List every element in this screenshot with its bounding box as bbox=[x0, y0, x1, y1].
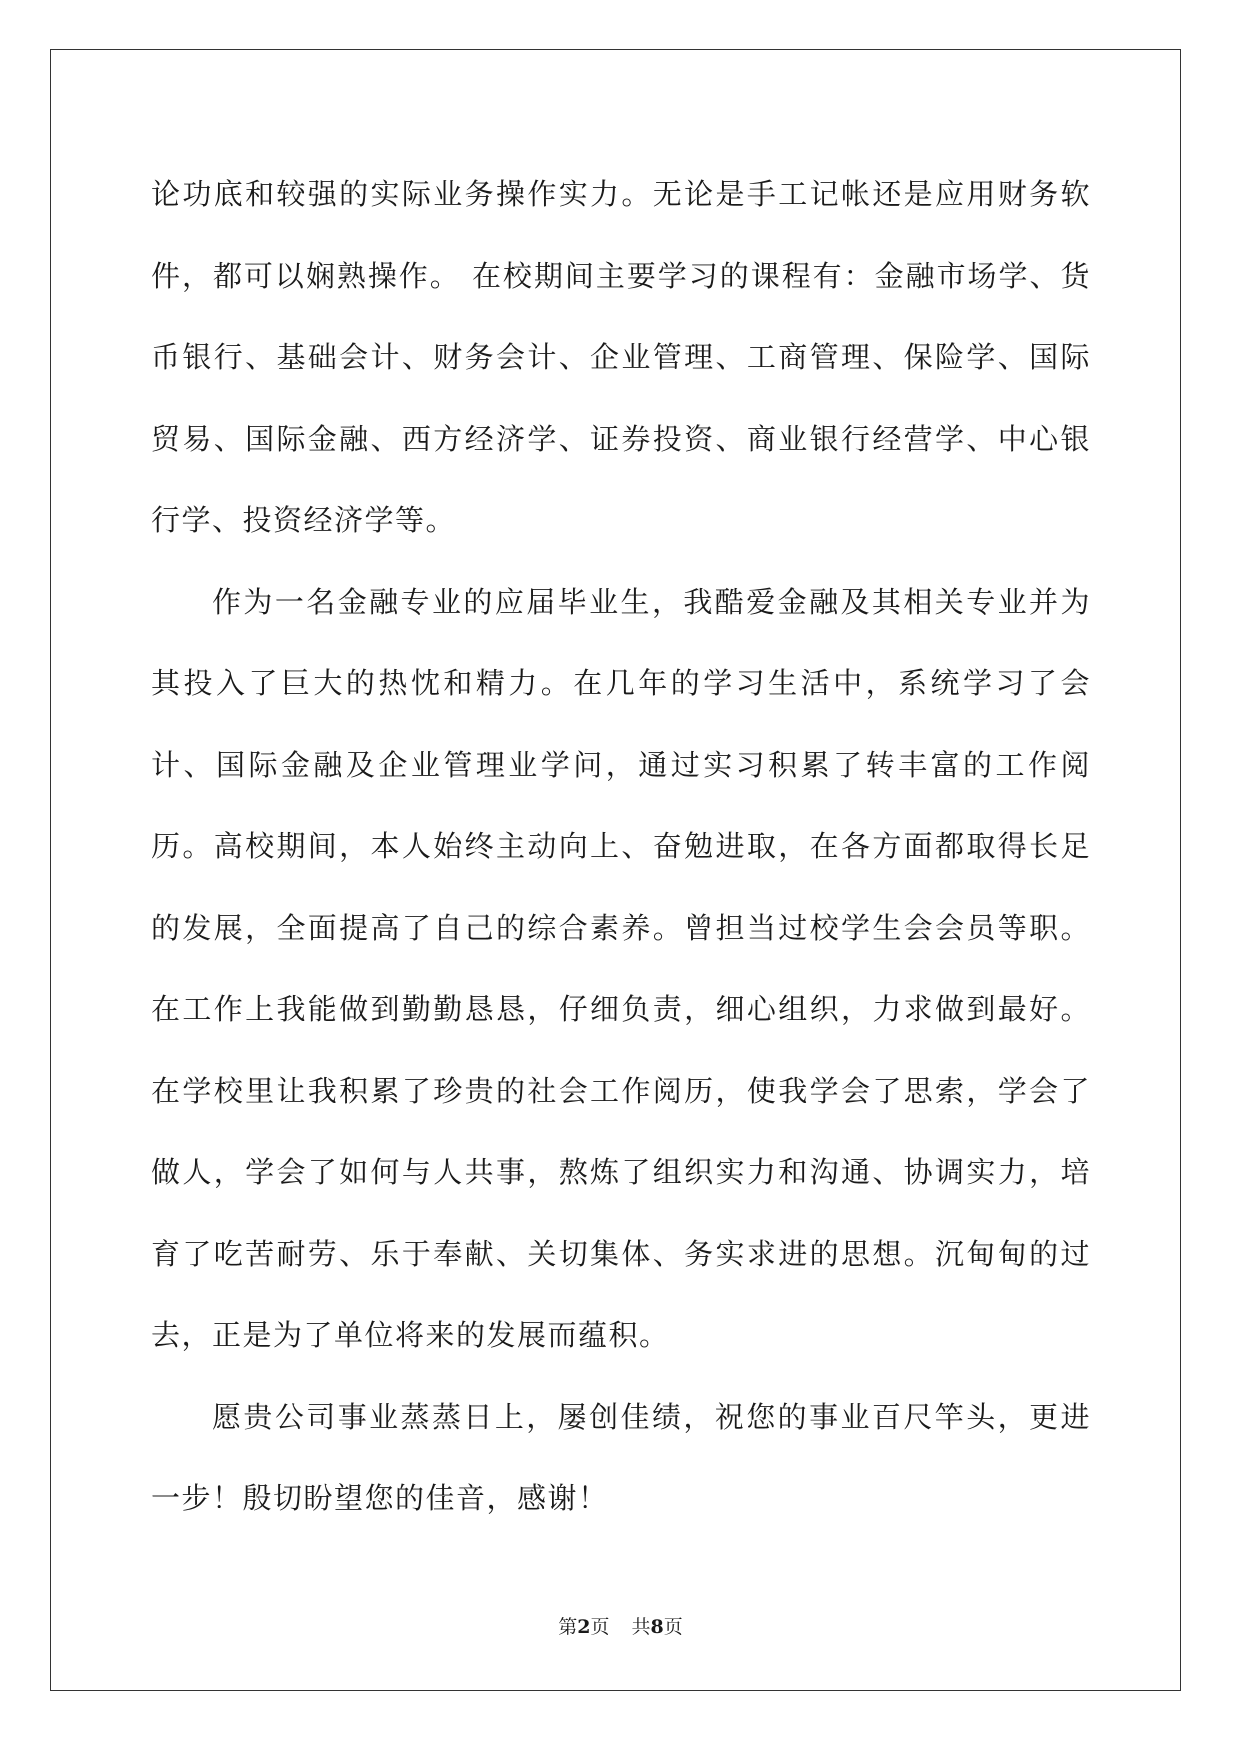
document-body bbox=[151, 154, 1091, 1540]
page-total-label: 页 bbox=[663, 1616, 683, 1638]
page-number-label: 页 bbox=[590, 1616, 610, 1638]
page-footer bbox=[0, 1612, 1241, 1639]
paragraph-closing: 愿贵公司事业蒸蒸日上，屡创佳绩，祝您的事业百尺竿头，更进一步！殷切盼望您的佳音，感谢！ bbox=[151, 1399, 1091, 1515]
page-number-current: 2 bbox=[577, 1616, 591, 1638]
page-total-prefix: 共 bbox=[631, 1616, 651, 1638]
page-number-total: 8 bbox=[650, 1616, 664, 1638]
paragraph-self-introduction: 作为一名金融专业的应届毕业生，我酷爱金融及其相关专业并为其投入了巨大的热忱和精力。在几年的学习生活中，系统学习了会计、国际金融及企业管理业学问，通过实习积累了转丰富的工作阅历。高校期间，本人始终主动向上、奋勉进取，在各方面都取得长足的发展，全面提高了自己的综合素养。曾担当过校学生会会员等职。在工作上我能做到勤勤恳恳，仔细负责，细心组织，力求做到最好。在学校里让我积累了珍贵的社会工作阅历，使我学会了思索，学会了做人，学会了如何与人共事，熬炼了组织实力和沟通、协调实力，培育了吃苦耐劳、乐于奉献、关切集体、务实求进的思想。沉甸甸的过去，正是为了单位将来的发展而蕴积。 bbox=[151, 584, 1091, 1352]
page-number-prefix: 第 bbox=[558, 1616, 578, 1638]
paragraph-courses: 论功底和较强的实际业务操作实力。无论是手工记帐还是应用财务软件，都可以娴熟操作。 在校期间主要学习的课程有：金融市场学、货币银行、基础会计、财务会计、企业管理、工商管理、保险学、国际贸易、国际金融、西方经济学、证券投资、商业银行经营学、中心银行学、投资经济学等。 bbox=[151, 177, 1091, 537]
